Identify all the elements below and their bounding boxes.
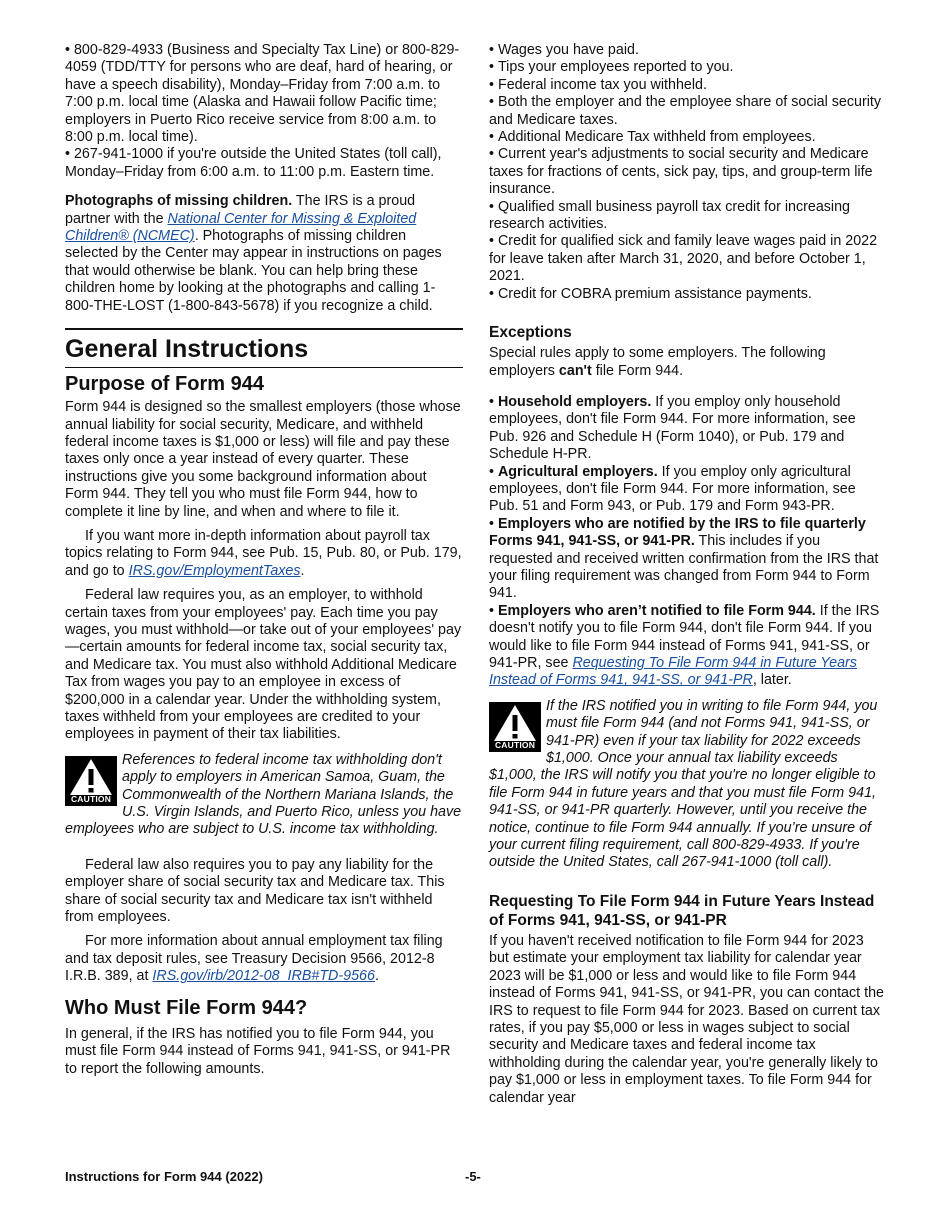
- left-column: [65, 42, 463, 1085]
- text: file Form 944.: [591, 362, 684, 379]
- purpose-paragraph: Federal law requires you, as an employer, to withhold certain taxes from your employees' pay. Each time you pay wages, you must withhold—or take out of your employees' pay—certain amounts for federal income tax, social security tax, and Medicare tax. You must also withhold Additional Medicare Tax from wages you pay to an employee in excess of $200,000 in a calendar year. Under the withholding system, taxes withheld from your employees are credited to your employees in payment of their tax liabilities.: [65, 587, 462, 743]
- amount-bullet: • Federal income tax you withheld.: [489, 77, 887, 94]
- photographs-lead: Photographs of missing children.: [65, 193, 293, 210]
- purpose-paragraph: Form 944 is designed so the smallest employers (those whose annual liability for social security, Medicare, and withheld federal income taxes is $1,000 or less) will file and pay these taxes only once a year instead of every quarter. These instructions give you some background information about Form 944. They tell you who must file Form 944, how to complete it line by line, and when and where to file it.: [65, 399, 461, 520]
- exception-lead: Employers who are notified by the IRS to file quarterly Forms 941, 941-SS, or 941-PR.: [489, 515, 866, 550]
- requesting-paragraph: If you haven't received notification to file Form 944 for 2023 but estimate your employment tax liability for calendar year 2023 will be $1,000 or less and would like to file Form 944 instead of Forms 941, 941-SS, or 941-PR, you can contact the IRS to request to file Form 944 for 2023. Based on current tax rates, if you pay $5,000 or less in wages subject to social security and Medicare taxes and federal income tax withholding during the calendar year, you're generally likely to pay $1,000 or less in employment taxes. To file Form 944 for calendar year: [489, 932, 884, 1106]
- text: Special rules apply to some employers. The following employers: [489, 345, 826, 379]
- amount-bullet: • Both the employer and the employee share of social security and Medicare taxes.: [489, 94, 887, 129]
- exception-item: [489, 603, 887, 690]
- text: .: [300, 562, 305, 579]
- text: If you employ only household employees, don't file Form 944. For more information, see Pub. 926 and Schedule H (Form 1040), or Pub. 179 and Schedule H-PR.: [489, 393, 856, 463]
- who-must-file-heading: Who Must File Form 944?: [65, 996, 308, 1019]
- footer-title: Instructions for Form 944 (2022): [65, 1169, 263, 1184]
- exception-item: [489, 394, 887, 464]
- exceptions-intro: [489, 345, 887, 380]
- purpose-heading: Purpose of Form 944: [65, 373, 264, 396]
- amount-bullet: • Additional Medicare Tax withheld from employees.: [489, 129, 887, 146]
- text: If you employ only agricultural employees, don't file Form 944. For more information, see Pub. 51 and Form 943, or Pub. 179 and Form 943-PR.: [489, 463, 856, 515]
- requesting-heading: Requesting To File Form 944 in Future Years Instead of Forms 941, 941-SS, or 941-PR: [489, 892, 875, 929]
- right-column: [489, 42, 887, 1114]
- exception-item: [489, 516, 887, 603]
- exception-lead: Household employers.: [497, 393, 652, 410]
- exception-item: [489, 464, 887, 516]
- amount-bullet: • Credit for COBRA premium assistance payments.: [489, 286, 887, 303]
- amount-bullet: • Qualified small business payroll tax credit for increasing research activities.: [489, 199, 887, 234]
- text: .: [374, 968, 379, 985]
- amount-bullet: • Credit for qualified sick and family leave wages paid in 2022 for leave taken after March 31, 2020, and before October 1, 2021.: [489, 233, 887, 285]
- caution-icon: [65, 756, 117, 806]
- caution-label: CAUTION: [70, 793, 112, 804]
- text: , later.: [752, 672, 792, 689]
- text: The IRS is a proud partner with the: [65, 193, 416, 227]
- general-instructions-heading: General Instructions: [65, 328, 463, 368]
- text: For more information about annual employment tax filing and tax deposit rules, see Treasury Decision 9566, 2012-8 I.R.B. 389, at: [65, 933, 443, 985]
- caution-text: References to federal income tax withholding don't apply to employers in American Samoa, Guam, the Commonwealth of the Northern Mariana Islands, the U.S. Virgin Islands, and Puerto Rico, unless you have employees who are subject to U.S. income tax withholding.: [65, 751, 462, 838]
- ncmec-link[interactable]: National Center for Missing & Exploited Children® (NCMEC): [65, 210, 417, 245]
- caution-label: CAUTION: [494, 739, 536, 750]
- text: can't: [558, 362, 592, 379]
- caution-icon: [489, 702, 541, 752]
- text: If the IRS doesn't notify you to file Form 944, don't file Form 944. If you would like to file Form 944 instead of Forms 941, 941-SS, or 941-PR, see: [489, 602, 880, 671]
- amount-bullet: • Tips your employees reported to you.: [489, 59, 887, 76]
- page-footer: [65, 1168, 885, 1185]
- page-number: -5-: [465, 1169, 481, 1184]
- text: This includes if you requested and received written confirmation from the IRS that your filing requirement was changed from Form 944 to Form 941.: [489, 533, 879, 602]
- purpose-paragraph: [65, 933, 463, 985]
- amount-bullet: • Wages you have paid.: [489, 42, 887, 59]
- exception-lead: Employers who aren’t notified to file Form 944.: [497, 602, 816, 619]
- employment-taxes-link[interactable]: IRS.gov/EmploymentTaxes: [128, 562, 301, 579]
- irb-link[interactable]: IRS.gov/irb/2012-08_IRB#TD-9566: [152, 968, 375, 985]
- amount-bullet: • Current year's adjustments to social security and Medicare taxes for fractions of cents, sick pay, tips, and group-term life insurance.: [489, 146, 887, 198]
- exceptions-heading: Exceptions: [489, 324, 572, 342]
- caution-text: If the IRS notified you in writing to file Form 944, you must file Form 944 (and not Forms 941, 941-SS, or 941-PR) even if your tax liability for 2022 exceeds $1,000. Once your annual tax liability exceeds $1,000, the IRS will notify you that you're no longer eligible to file Form 944 in future years and that you must file Form 941, 941-SS, or 941-PR quarterly. However, until you receive the notice, continue to file Form 944 annually. If you’re unsure of your current filing requirement, call 800-829-4933. If you're outside the United States, call 267-941-1000 (toll call).: [489, 697, 878, 871]
- who-paragraph: In general, if the IRS has notified you to file Form 944, you must file Form 944 instead of Forms 941, 941-SS, or 941-PR to report the following amounts.: [65, 1025, 451, 1077]
- phone-bullet: • 267-941-1000 if you're outside the United States (toll call), Monday–Friday from 6:00 a.m. to 11:00 p.m. Eastern time.: [65, 146, 463, 181]
- text: . Photographs of missing children selected by the Center may appear in instructions on pages that would otherwise be blank. You can help bring these children home by looking at the photographs and calling 1-800-THE-LOST (1-800-843-5678) if you recognize a child.: [65, 228, 442, 314]
- purpose-paragraph: [65, 528, 463, 580]
- phone-bullet: • 800-829-4933 (Business and Specialty Tax Line) or 800-829-4059 (TDD/TTY for persons who are deaf, hard of hearing, or have a speech disability), Monday–Friday from 7:00 a.m. to 7:00 p.m. local time (Alaska and Hawaii follow Pacific time; employers in Puerto Rico receive service from 8:00 a.m. to 8:00 p.m. local time).: [65, 42, 463, 146]
- caution-note: [65, 752, 463, 839]
- caution-note: [489, 698, 887, 872]
- purpose-paragraph: Federal law also requires you to pay any liability for the employer share of social security tax and Medicare tax. This share of social security tax and Medicare tax isn't withheld from employees.: [65, 856, 445, 926]
- exception-lead: Agricultural employers.: [497, 463, 658, 480]
- requesting-link[interactable]: Requesting To File Form 944 in Future Years Instead of Forms 941, 941-SS, or 941-PR: [489, 655, 857, 689]
- text: If you want more in-depth information about payroll tax topics relating to Form 944, see Pub. 15, Pub. 80, or Pub. 179, and go to: [65, 527, 462, 579]
- photographs-paragraph: [65, 193, 463, 315]
